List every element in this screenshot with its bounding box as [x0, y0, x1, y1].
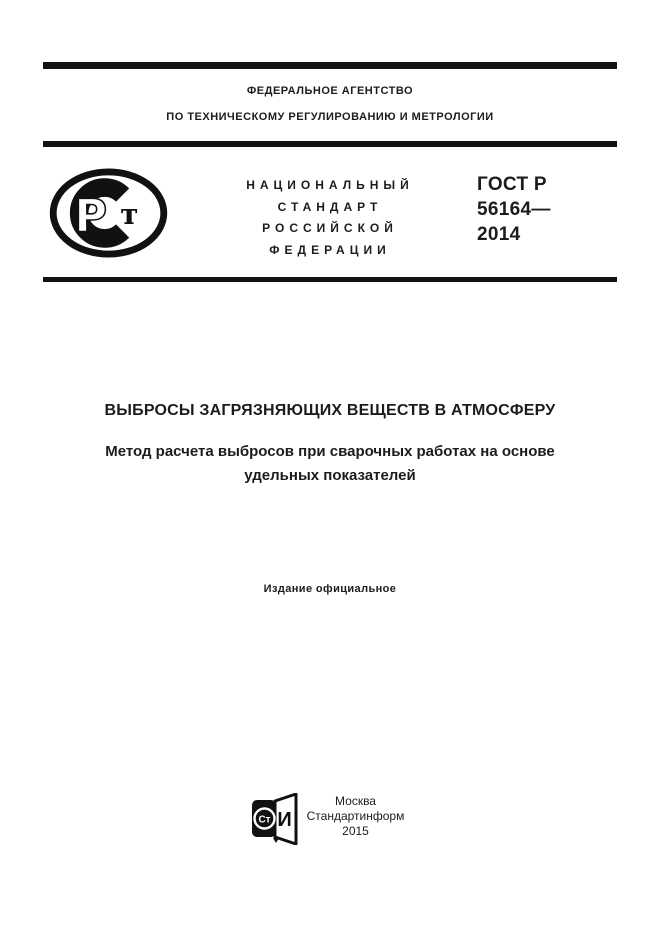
gost-designation	[477, 172, 551, 247]
gost-designation-line: 56164—	[477, 199, 551, 220]
standard-type-block	[232, 175, 428, 261]
document-subtitle-line: Метод расчета выбросов при сварочных работах на основе	[105, 443, 555, 460]
document-subtitle	[43, 440, 617, 488]
imprint-block	[293, 794, 418, 839]
standartinform-logo-icon	[249, 793, 299, 845]
gost-designation-line: ГОСТ Р	[477, 174, 547, 195]
horizontal-rule-second	[43, 141, 617, 147]
imprint-year: 2015	[342, 824, 369, 838]
rosstandart-logo-icon	[47, 167, 170, 259]
agency-name-line2: ПО ТЕХНИЧЕСКОМУ РЕГУЛИРОВАНИЮ И МЕТРОЛОГИИ	[166, 111, 494, 123]
standard-type-line: ФЕДЕРАЦИИ	[269, 242, 391, 257]
imprint-city: Москва	[335, 794, 376, 808]
svg-text:Ст: Ст	[258, 814, 271, 826]
edition-note: Издание официальное	[263, 583, 397, 595]
agency-name-line1: ФЕДЕРАЛЬНОЕ АГЕНТСТВО	[246, 85, 414, 97]
svg-text:И: И	[277, 809, 292, 831]
horizontal-rule-top	[43, 62, 617, 69]
standard-type-line: РОССИЙСКОЙ	[262, 221, 398, 235]
standard-type-line: СТАНДАРТ	[277, 199, 383, 214]
document-subtitle-line: удельных показателей	[244, 467, 416, 484]
svg-text:т: т	[120, 195, 139, 231]
standard-type-line: НАЦИОНАЛЬНЫЙ	[246, 178, 414, 192]
imprint-publisher: Стандартинформ	[306, 809, 405, 823]
document-title: ВЫБРОСЫ ЗАГРЯЗНЯЮЩИХ ВЕЩЕСТВ В АТМОСФЕРУ	[104, 402, 556, 419]
horizontal-rule-third	[43, 277, 617, 282]
gost-designation-line: 2014	[477, 224, 521, 245]
svg-text:Р: Р	[74, 189, 108, 243]
